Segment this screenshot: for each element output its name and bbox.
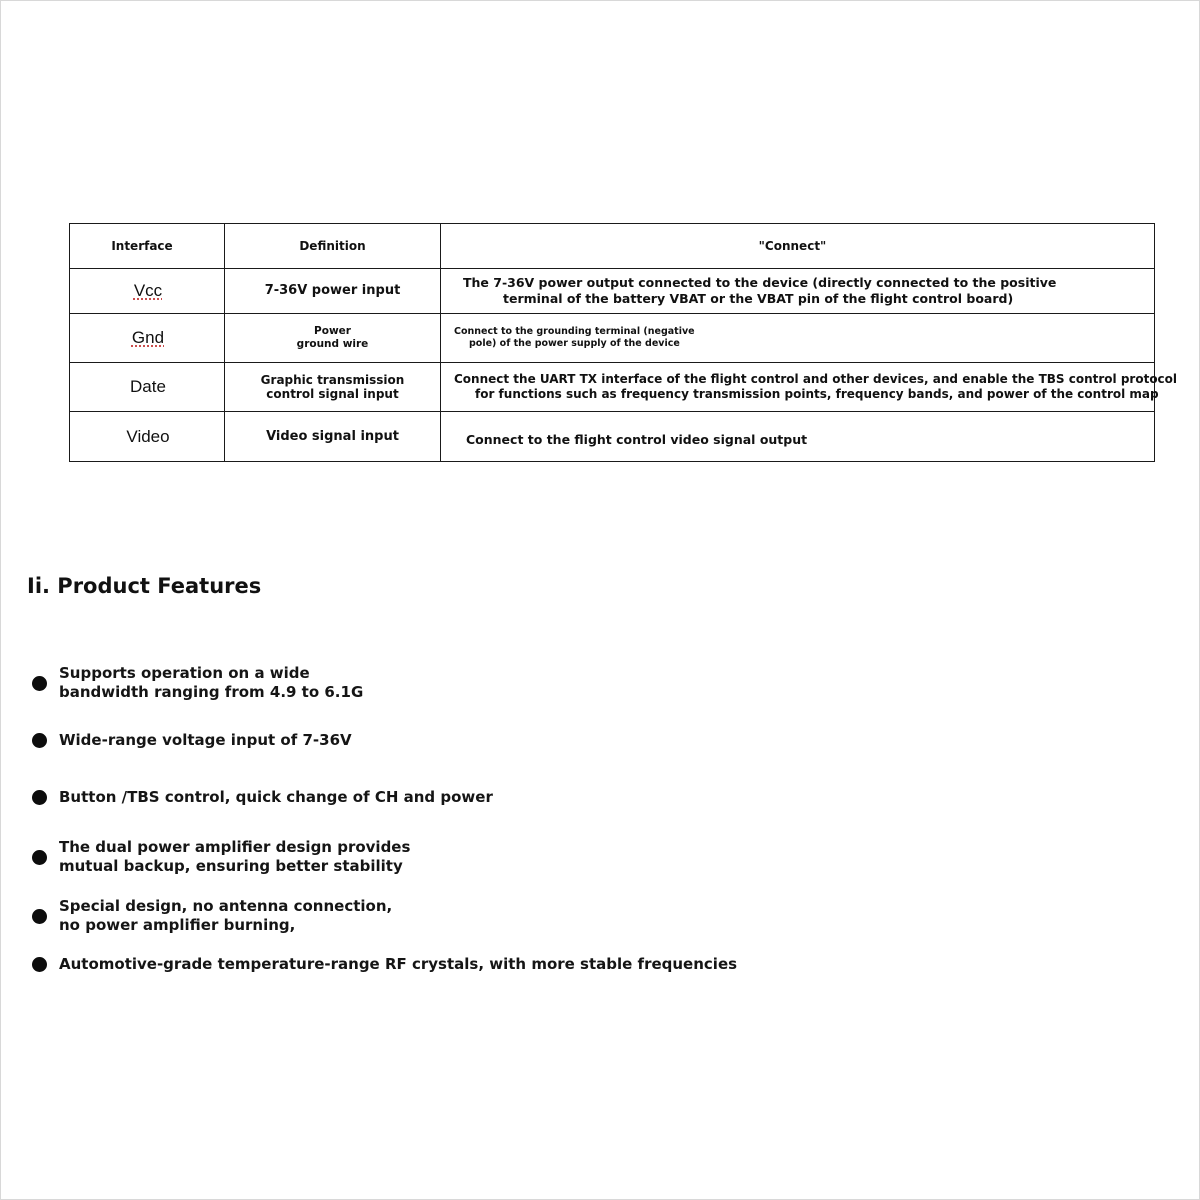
connect-video-line-1: Connect to the flight control video signal output xyxy=(466,431,808,447)
feature-text xyxy=(59,897,392,935)
table-row xyxy=(70,314,1155,363)
definition-gnd-line-2: ground wire xyxy=(296,338,369,350)
feature-text xyxy=(59,955,737,974)
header-definition: Definition xyxy=(225,224,441,269)
feature-6-line-1: Automotive-grade temperature-range RF crystals, with more stable frequencies xyxy=(59,955,738,973)
feature-2-line-1: Wide-range voltage input of 7-36V xyxy=(59,731,352,749)
feature-item xyxy=(32,955,737,974)
definition-gnd-line-1: Power xyxy=(314,325,351,338)
definition-cell xyxy=(225,269,441,314)
feature-item xyxy=(32,731,352,750)
feature-item xyxy=(32,788,493,807)
feature-3-line-1: Button /TBS control, quick change of CH and power xyxy=(59,788,493,806)
feature-4-line-1: The dual power amplifier design provides xyxy=(59,838,411,856)
table-row xyxy=(70,412,1155,462)
definition-cell xyxy=(225,314,441,363)
definition-video: Video signal input xyxy=(266,428,399,444)
table-header-row xyxy=(70,224,1155,269)
feature-4-line-2: mutual backup, ensuring better stability xyxy=(59,857,403,875)
feature-text xyxy=(59,731,352,750)
bullet-icon xyxy=(32,909,47,924)
bullet-icon xyxy=(32,850,47,865)
feature-1-line-1: Supports operation on a wide xyxy=(59,664,310,682)
interface-gnd: Gnd xyxy=(131,328,165,347)
connect-vcc-line-1: The 7-36V power output connected to the device (directly connected to the positive xyxy=(463,275,1057,291)
interface-vcc: Vcc xyxy=(133,281,163,300)
connect-cell xyxy=(441,269,1155,314)
header-interface: Interface xyxy=(70,224,225,269)
definition-cell xyxy=(225,412,441,462)
bullet-icon xyxy=(32,733,47,748)
bullet-icon xyxy=(32,676,47,691)
connect-cell xyxy=(441,412,1155,462)
definition-date-line-2: control signal input xyxy=(266,387,399,401)
feature-item xyxy=(32,664,363,702)
table-row xyxy=(70,269,1155,314)
connect-date-line-2: for functions such as frequency transmission points, frequency bands, and power of the control map xyxy=(475,387,1159,401)
feature-item xyxy=(32,838,410,876)
connect-gnd-line-1: Connect to the grounding terminal (negative xyxy=(454,326,695,338)
feature-text xyxy=(59,788,493,807)
bullet-icon xyxy=(32,790,47,805)
feature-5-line-2: no power amplifier burning, xyxy=(59,916,296,934)
header-connect: "Connect" xyxy=(441,224,1155,269)
interface-cell xyxy=(70,269,225,314)
feature-item xyxy=(32,897,392,935)
interface-date: Date xyxy=(130,377,166,396)
interface-cell xyxy=(70,314,225,363)
table-row xyxy=(70,363,1155,412)
bullet-icon xyxy=(32,957,47,972)
definition-vcc: 7-36V power input xyxy=(264,283,401,299)
interface-table xyxy=(69,223,1178,462)
definition-date-line-1: Graphic transmission xyxy=(260,372,405,387)
feature-text xyxy=(59,664,363,702)
interface-cell xyxy=(70,412,225,462)
interface-video: Video xyxy=(126,426,170,446)
features-title: Ii. Product Features xyxy=(27,574,262,598)
connect-vcc-line-2: terminal of the battery VBAT or the VBAT pin of the flight control board) xyxy=(503,291,1014,306)
feature-5-line-1: Special design, no antenna connection, xyxy=(59,897,393,915)
connect-gnd-line-2: pole) of the power supply of the device xyxy=(469,338,680,349)
feature-1-line-2: bandwidth ranging from 4.9 to 6.1G xyxy=(59,683,364,701)
connect-cell xyxy=(441,363,1178,412)
connect-cell xyxy=(441,314,1155,363)
feature-text xyxy=(59,838,410,876)
connect-date-line-1: Connect the UART TX interface of the flight control and other devices, and enable the TBS control protocol xyxy=(454,372,1178,386)
interface-cell xyxy=(70,363,225,412)
definition-cell xyxy=(225,363,441,412)
